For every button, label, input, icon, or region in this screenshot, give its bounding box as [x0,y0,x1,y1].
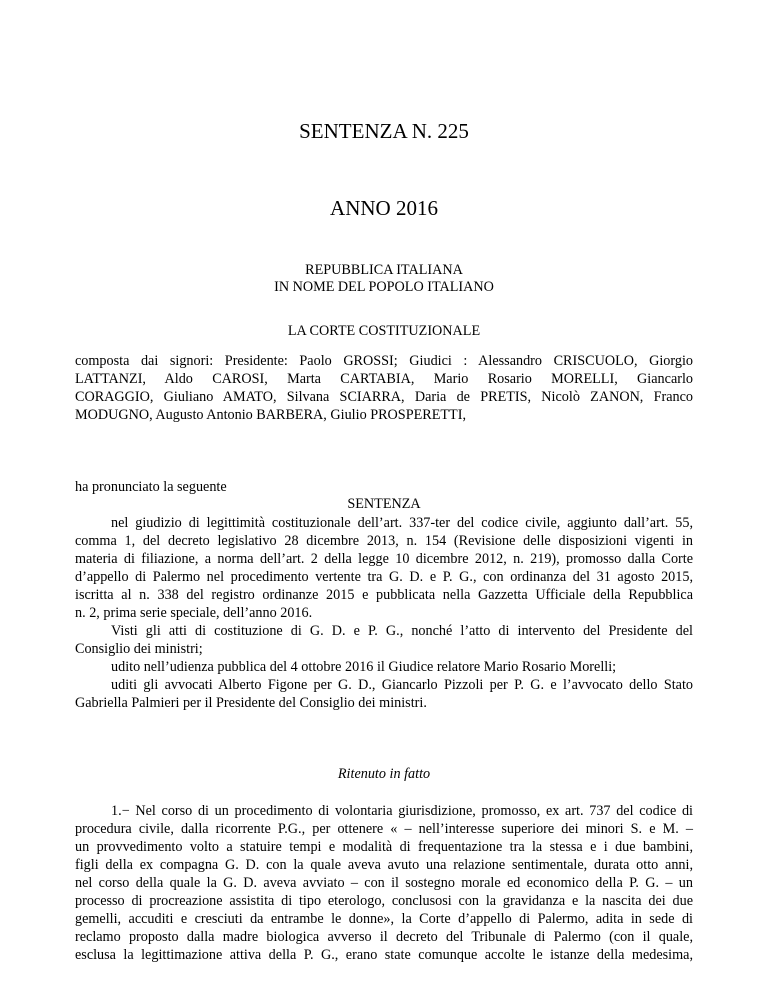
text-line: figli della ex compagna G. D. con la quale aveva avuto una relazione sentimentale, durata otto anni, [75,857,693,873]
text-line: gemelli, accuditi e cresciuti da entrambe le donne», la Corte d’appello di Palermo, adita in sede di [75,911,693,927]
pronounced-line: ha pronunciato la seguente [75,479,227,495]
section-heading: Ritenuto in fatto [337,766,431,782]
sentence-title: SENTENZA N. 225 [299,119,469,143]
text-line: CORAGGIO, Giuliano AMATO, Silvana SCIARRA, Daria de PRETIS, Nicolò ZANON, Franco [75,389,693,405]
text-line: reclamo proposto dalla madre biologica avverso il decreto del Tribunale di Palermo (con il quale, [75,929,693,945]
text-line: nel corso della quale la G. D. aveva avviato – con il sostegno morale ed economico della P. G. – un [75,875,693,891]
text-line: 1.− Nel corso di un procedimento di volontaria giurisdizione, promosso, ex art. 737 del codice di [111,803,693,819]
text-line: processo di procreazione assistita di tipo eterologo, conclusosi con la gravidanza e la nascita dei due [75,893,693,909]
preamble-paragraph [75,622,693,658]
text-line: composta dai signori: Presidente: Paolo GROSSI; Giudici : Alessandro CRISCUOLO, Giorgio [75,353,693,369]
text-line: d’appello di Palermo nel procedimento vertente tra G. D. e P. G., con ordinanza del 31 agosto 2015, [75,569,693,585]
text-line: MODUGNO, Augusto Antonio BARBERA, Giulio PROSPERETTI, [75,407,466,423]
composition-paragraph [75,352,693,424]
people-line: IN NOME DEL POPOLO ITALIANO [274,279,494,295]
republic-line: REPUBBLICA ITALIANA [305,262,463,278]
text-line: Visti gli atti di costituzione di G. D. e P. G., nonché l’atto di intervento del Presidente del [111,623,693,639]
text-line: iscritta al n. 338 del registro ordinanze 2015 e pubblicata nella Gazzetta Ufficiale della Repubblica [75,587,693,603]
preamble [75,514,693,712]
sentence-year: ANNO 2016 [330,196,438,220]
text-line: Gabriella Palmieri per il Presidente del Consiglio dei ministri. [75,695,427,711]
text-line: un provvedimento volto a statuire tempi e modalità di frequentazione tra la stessa e i due bambini, [75,839,693,855]
text-line: n. 2, prima serie speciale, dell’anno 2016. [75,605,313,621]
preamble-paragraph [75,514,693,622]
text-line: comma 1, del decreto legislativo 28 dicembre 2013, n. 154 (Revisione delle disposizioni vigenti in [75,533,693,549]
text-line: Consiglio dei ministri; [75,641,203,657]
text-line: esclusa la legittimazione attiva della P. G., erano state comunque accolte le istanze della medesima, [75,947,693,963]
fact-paragraph [75,802,693,964]
text-line: procedura civile, dalla ricorrente P.G., per ottenere « – nell’interesse superiore dei minori S. e M. – [75,821,693,837]
court-heading: LA CORTE COSTITUZIONALE [287,323,481,339]
sentenza-heading: SENTENZA [347,496,421,512]
preamble-paragraph [75,658,693,676]
text-line: materia di filiazione, a norma dell’art. 2 della legge 10 dicembre 2012, n. 219), promosso dalla Corte [75,551,693,567]
text-line: LATTANZI, Aldo CAROSI, Marta CARTABIA, Mario Rosario MORELLI, Giancarlo [75,371,693,387]
fact-text [75,802,693,964]
text-line: uditi gli avvocati Alberto Figone per G. D., Giancarlo Pizzoli per P. G. e l’avvocato dello Stato [111,677,693,693]
text-line: nel giudizio di legittimità costituzionale dell’art. 337-ter del codice civile, aggiunto dall’art. 55, [111,515,693,531]
preamble-paragraph [75,676,693,712]
text-line: udito nell’udienza pubblica del 4 ottobre 2016 il Giudice relatore Mario Rosario Morelli; [111,659,617,675]
